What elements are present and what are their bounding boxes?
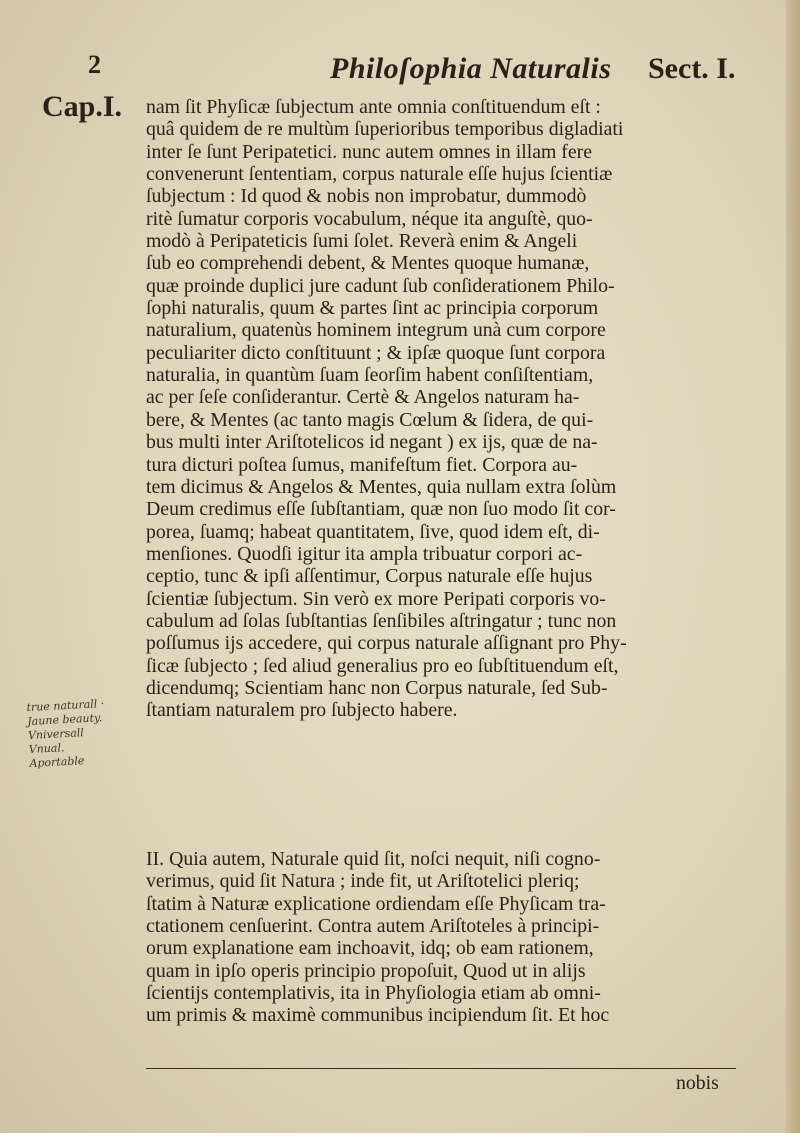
text-line: nam ſit Phyſicæ ſubjectum ante omnia conſtituendum eſt : <box>146 96 601 118</box>
catchword: nobis <box>676 1072 719 1094</box>
handwritten-marginalia <box>26 695 148 771</box>
text-line: ritè ſumatur corporis vocabulum, néque ita anguſtè, quo- <box>146 207 593 230</box>
text-line: modò à Peripateticis ſumi ſolet. Reverà enim & Angeli <box>146 230 578 253</box>
text-line: naturalia, in quantùm ſuam ſeorſim habent conſiſtentiam, <box>146 364 594 387</box>
text-line: dicendumq; Scientiam hanc non Corpus naturale, ſed Sub- <box>146 676 608 699</box>
text-line: ſub eo comprehendi debent, & Mentes quoque humanæ, <box>146 252 590 275</box>
text-line: menſiones. Quodſi igitur ita ampla tribuatur corpori ac- <box>146 542 583 565</box>
text-line: inter ſe ſunt Peripatetici. nunc autem omnes in illam fere <box>146 140 593 163</box>
text-line: orum explanatione eam inchoavit, idq; ob eam rationem, <box>146 937 594 960</box>
text-line: convenerunt ſententiam, corpus naturale eſſe hujus ſcientiæ <box>146 163 613 186</box>
text-line: porea, ſuamq; habeat quantitatem, ſive, quod idem eſt, di- <box>146 520 600 543</box>
text-line: ac per ſeſe conſiderantur. Certè & Angelos naturam ha- <box>146 386 580 409</box>
text-line: peculiariter dicto conſtituunt ; & ipſæ quoque ſunt corpora <box>146 341 606 364</box>
marginal-note: true naturall · <box>26 697 105 715</box>
text-line: quâ quidem de re multùm ſuperioribus temporibus digladiati <box>146 118 624 141</box>
text-line: ſcientijs contemplativis, ita in Phyſiologia etiam ab omni- <box>146 982 601 1005</box>
text-line: bus multi inter Ariſtotelicos id negant ) ex ijs, quæ de na- <box>146 431 598 454</box>
text-line: verimus, quid ſit Natura ; inde fit, ut Ariſtotelici pleriq; <box>146 870 580 893</box>
marginal-note: Jaune beauty. <box>26 711 103 729</box>
paragraph-1 <box>146 96 782 722</box>
text-line: Deum credimus eſſe ſubſtantiam, quæ non ſuo modo ſit cor- <box>146 498 616 521</box>
ink-underline <box>146 1068 736 1069</box>
text-line: ceptio, tunc & ipſi aſſentimur, Corpus naturale eſſe hujus <box>146 565 593 588</box>
text-line: quam in ipſo operis principio propoſuit, Quod ut in alijs <box>146 959 586 982</box>
text-line: II. Quia autem, Naturale quid ſit, noſci nequit, niſi cogno- <box>146 848 601 870</box>
text-line: um primis & maximè communibus incipiendum ſit. Et hoc <box>146 1004 610 1027</box>
text-line: tem dicimus & Angelos & Mentes, quia nullam extra ſolùm <box>146 475 617 498</box>
section-label: Sect. I. <box>648 52 736 85</box>
text-line: tura dicturi poſtea ſumus, manifeſtum fiet. Corpora au- <box>146 453 578 476</box>
marginal-note: Aportable <box>29 754 85 771</box>
marginal-note: Vniversall <box>27 726 85 743</box>
text-line: ſtatim à Naturæ explicatione ordiendam eſſe Phyſicam tra- <box>146 892 606 915</box>
text-line: bere, & Mentes (ac tanto magis Cœlum & ſidera, de qui- <box>146 408 594 431</box>
text-line: ſubjectum : Id quod & nobis non improbatur, dummodò <box>146 185 587 208</box>
marginal-note: Vnual. <box>28 741 65 757</box>
text-line: ſcientiæ ſubjectum. Sin verò ex more Peripati corporis vo- <box>146 587 606 610</box>
paragraph-2 <box>146 848 782 1027</box>
running-title: Philoſophia Naturalis <box>330 52 612 85</box>
text-line: cabulum ad ſolas ſubſtantias ſenſibiles aſtringatur ; tunc non <box>146 609 617 632</box>
page-edge-shadow <box>786 0 800 1133</box>
text-line: ctationem cenſuerint. Contra autem Ariſtoteles à principi- <box>146 915 600 938</box>
text-line: naturalium, quatenùs hominem integrum unà cum corpore <box>146 319 606 342</box>
chapter-marker: Cap.I. <box>42 90 123 123</box>
text-line: ſicæ ſubjecto ; ſed aliud generalius pro eo ſubſtituendum eſt, <box>146 654 619 677</box>
text-line: poſſumus ijs accedere, qui corpus naturale aſſignant pro Phy- <box>146 632 627 655</box>
text-line: ſtantiam naturalem pro ſubjecto habere. <box>146 699 458 722</box>
text-line: quæ proinde duplici jure cadunt ſub conſiderationem Philo- <box>146 274 615 297</box>
page-number: 2 <box>88 50 101 79</box>
text-line: ſophi naturalis, quum & partes ſint ac principia corporum <box>146 297 599 320</box>
